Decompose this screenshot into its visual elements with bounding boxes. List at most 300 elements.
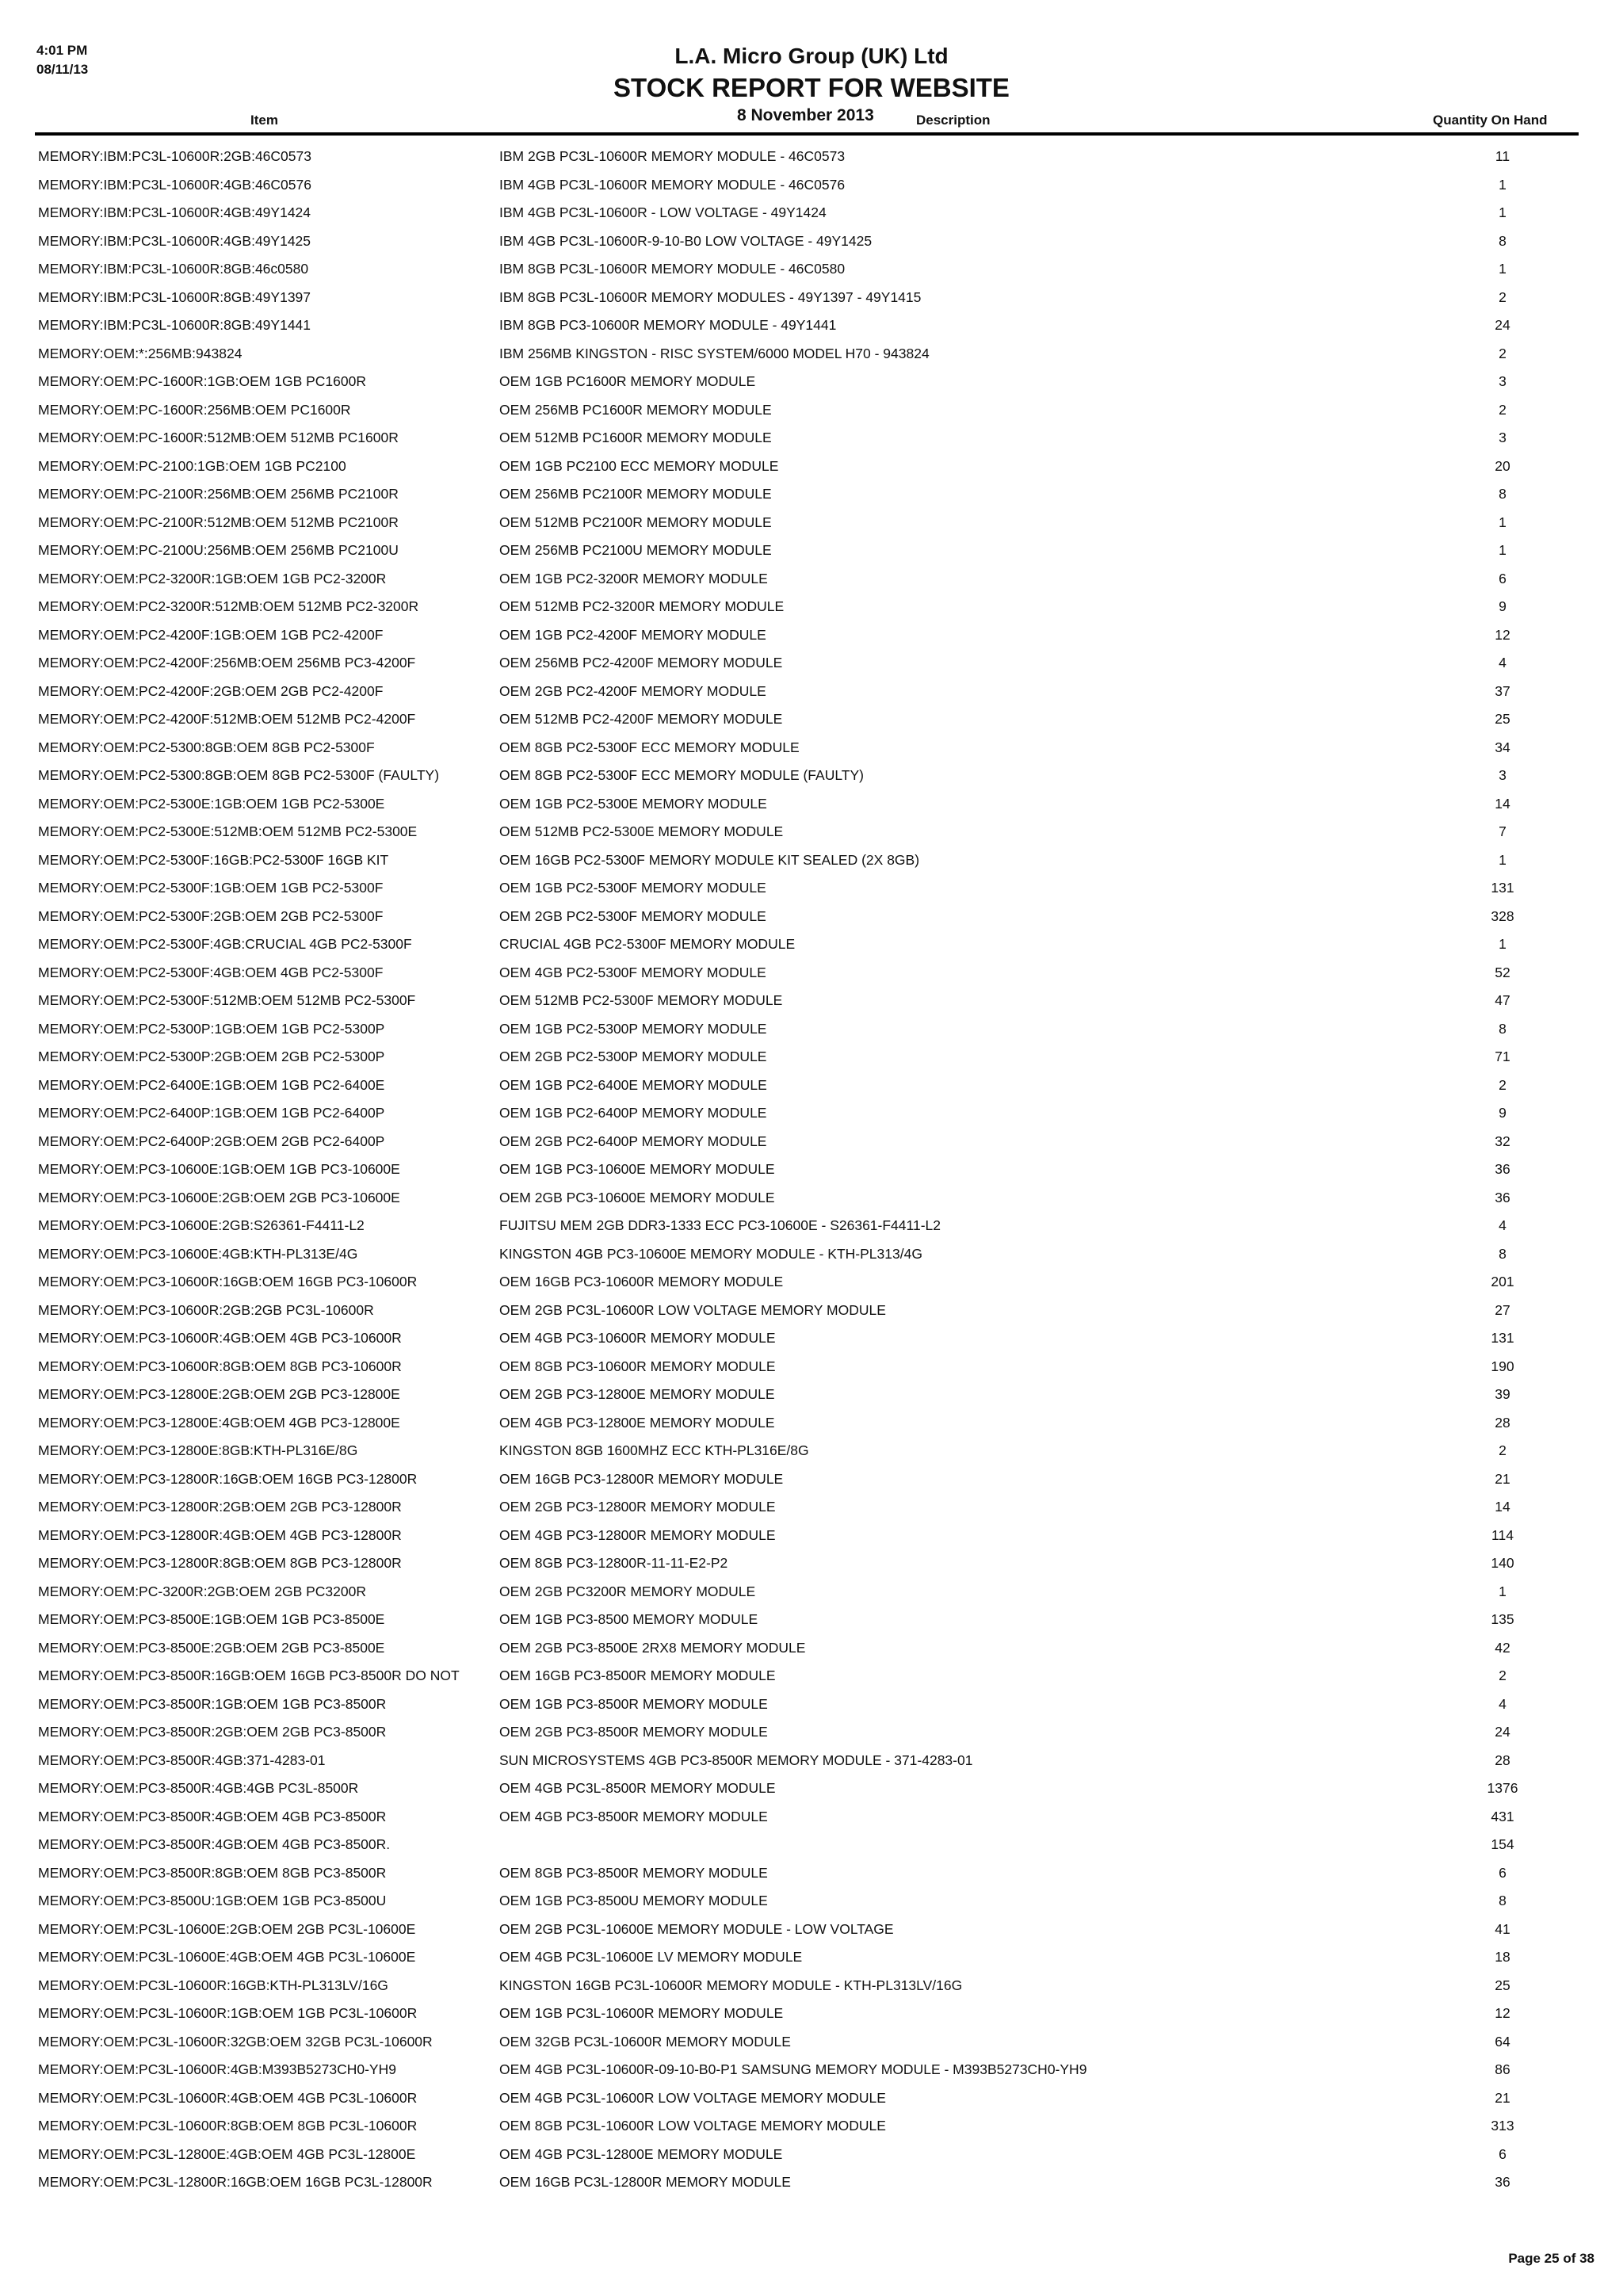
description-cell: OEM 4GB PC3L-10600R LOW VOLTAGE MEMORY MODULE (499, 2089, 886, 2106)
item-code-cell: MEMORY:OEM:PC3L-10600R:1GB:OEM 1GB PC3L-10600R (38, 2005, 418, 2021)
quantity-cell: 2 (1499, 1442, 1507, 1458)
item-code-cell: MEMORY:OEM:PC3L-10600E:2GB:OEM 2GB PC3L-10600E (38, 1920, 416, 1937)
description-cell: OEM 4GB PC3L-12800E MEMORY MODULE (499, 2145, 783, 2162)
quantity-cell: 42 (1495, 1639, 1510, 1656)
table-row (0, 1072, 1623, 1100)
column-header-quantity: Quantity On Hand (1433, 113, 1548, 128)
table-row (0, 396, 1623, 425)
quantity-cell: 328 (1491, 907, 1514, 924)
quantity-cell: 8 (1499, 486, 1507, 502)
table-row (0, 734, 1623, 762)
description-cell: IBM 8GB PC3L-10600R MEMORY MODULES - 49Y1397 - 49Y1415 (499, 288, 922, 305)
report-time: 4:01 PM (36, 43, 88, 58)
item-code-cell: MEMORY:IBM:PC3L-10600R:4GB:49Y1425 (38, 232, 311, 249)
item-code-cell: MEMORY:OEM:PC3-10600E:4GB:KTH-PL313E/4G (38, 1245, 358, 1262)
description-cell: OEM 4GB PC3-8500R MEMORY MODULE (499, 1808, 768, 1824)
description-cell: OEM 1GB PC3-8500 MEMORY MODULE (499, 1611, 758, 1627)
table-row (0, 790, 1623, 819)
table-row (0, 565, 1623, 594)
table-row (0, 284, 1623, 312)
table-row (0, 903, 1623, 931)
table-row (0, 593, 1623, 621)
item-code-cell: MEMORY:OEM:PC2-6400P:2GB:OEM 2GB PC2-6400P (38, 1133, 385, 1149)
description-cell: IBM 4GB PC3L-10600R-9-10-B0 LOW VOLTAGE - 49Y1425 (499, 232, 873, 249)
item-code-cell: MEMORY:OEM:PC3-8500U:1GB:OEM 1GB PC3-8500U (38, 1893, 387, 1908)
description-cell: OEM 2GB PC3L-10600E MEMORY MODULE - LOW VOLTAGE (499, 1920, 894, 1937)
table-row (0, 2000, 1623, 2028)
quantity-cell: 1 (1499, 204, 1507, 220)
item-code-cell: MEMORY:OEM:PC-2100R:512MB:OEM 512MB PC2100R (38, 514, 399, 530)
description-cell: OEM 4GB PC3-10600R MEMORY MODULE (499, 1330, 776, 1346)
quantity-cell: 14 (1495, 795, 1510, 812)
description-cell: OEM 1GB PC2-5300P MEMORY MODULE (499, 1020, 767, 1037)
item-code-cell: MEMORY:OEM:PC-2100R:256MB:OEM 256MB PC2100R (38, 486, 399, 502)
table-row (0, 1381, 1623, 1409)
quantity-cell: 2 (1499, 1076, 1507, 1093)
description-cell: OEM 2GB PC3200R MEMORY MODULE (499, 1583, 756, 1599)
quantity-cell: 36 (1495, 1161, 1510, 1177)
item-code-cell: MEMORY:OEM:PC3-12800R:8GB:OEM 8GB PC3-12800R (38, 1555, 402, 1571)
item-code-cell: MEMORY:IBM:PC3L-10600R:4GB:46C0576 (38, 176, 311, 193)
table-row (0, 1212, 1623, 1240)
description-cell: OEM 256MB PC2100U MEMORY MODULE (499, 542, 772, 558)
quantity-cell: 28 (1495, 1414, 1510, 1431)
item-code-cell: MEMORY:OEM:*:256MB:943824 (38, 345, 242, 361)
table-row (0, 1578, 1623, 1606)
description-cell: OEM 2GB PC3-8500E 2RX8 MEMORY MODULE (499, 1639, 806, 1656)
description-cell: OEM 4GB PC3L-10600E LV MEMORY MODULE (499, 1949, 803, 1965)
item-code-cell: MEMORY:OEM:PC3-12800R:4GB:OEM 4GB PC3-12800R (38, 1526, 402, 1543)
description-cell: OEM 1GB PC2-6400E MEMORY MODULE (499, 1076, 767, 1093)
quantity-cell: 64 (1495, 2033, 1510, 2050)
table-row (0, 930, 1623, 959)
item-code-cell: MEMORY:OEM:PC3-10600E:1GB:OEM 1GB PC3-10600E (38, 1161, 400, 1177)
table-row (0, 1128, 1623, 1156)
description-cell: OEM 4GB PC3-12800R MEMORY MODULE (499, 1526, 776, 1543)
description-cell: OEM 1GB PC2-6400P MEMORY MODULE (499, 1105, 767, 1121)
table-row (0, 1972, 1623, 2000)
table-row (0, 2112, 1623, 2141)
item-code-cell: MEMORY:OEM:PC3L-10600R:8GB:OEM 8GB PC3L-10600R (38, 2118, 418, 2134)
quantity-cell: 36 (1495, 1189, 1510, 1205)
item-code-cell: MEMORY:OEM:PC3L-10600R:4GB:M393B5273CH0-YH9 (38, 2061, 396, 2077)
table-row (0, 1324, 1623, 1353)
description-cell: KINGSTON 8GB 1600MHZ ECC KTH-PL316E/8G (499, 1442, 809, 1458)
item-code-cell: MEMORY:OEM:PC2-5300F:2GB:OEM 2GB PC2-5300F (38, 907, 384, 924)
item-code-cell: MEMORY:OEM:PC3-8500R:16GB:OEM 16GB PC3-8500R DO NOT (38, 1668, 460, 1683)
item-code-cell: MEMORY:IBM:PC3L-10600R:2GB:46C0573 (38, 148, 311, 164)
quantity-cell: 39 (1495, 1386, 1510, 1402)
description-cell: OEM 2GB PC2-5300F MEMORY MODULE (499, 907, 766, 924)
report-date: 8 November 2013 (737, 106, 874, 124)
table-row (0, 1240, 1623, 1269)
description-cell: OEM 16GB PC2-5300F MEMORY MODULE KIT SEALED (2X 8GB) (499, 851, 920, 868)
quantity-cell: 3 (1499, 373, 1507, 389)
table-row (0, 1409, 1623, 1438)
description-cell: IBM 8GB PC3L-10600R MEMORY MODULE - 46C0580 (499, 261, 846, 277)
item-code-cell: MEMORY:IBM:PC3L-10600R:4GB:49Y1424 (38, 204, 311, 220)
quantity-cell: 6 (1499, 570, 1507, 586)
description-cell: IBM 8GB PC3-10600R MEMORY MODULE - 49Y1441 (499, 317, 837, 333)
item-code-cell: MEMORY:OEM:PC3-8500E:1GB:OEM 1GB PC3-8500E (38, 1611, 385, 1627)
item-code-cell: MEMORY:OEM:PC2-5300E:1GB:OEM 1GB PC2-5300E (38, 795, 385, 812)
table-row (0, 959, 1623, 988)
description-cell: OEM 256MB PC1600R MEMORY MODULE (499, 401, 772, 418)
header-divider (35, 132, 1579, 136)
description-cell: OEM 8GB PC3-10600R MEMORY MODULE (499, 1358, 776, 1374)
quantity-cell: 135 (1491, 1611, 1514, 1627)
description-cell: OEM 8GB PC3L-10600R LOW VOLTAGE MEMORY MODULE (499, 2118, 886, 2134)
quantity-cell: 41 (1495, 1920, 1510, 1937)
item-code-cell: MEMORY:OEM:PC3-8500R:4GB:OEM 4GB PC3-8500R. (38, 1836, 391, 1852)
quantity-cell: 1 (1499, 851, 1507, 868)
page-number: Page 25 of 38 (1508, 2251, 1594, 2266)
table-row (0, 255, 1623, 284)
table-row (0, 171, 1623, 200)
table-row (0, 143, 1623, 171)
item-code-cell: MEMORY:IBM:PC3L-10600R:8GB:46c0580 (38, 261, 309, 277)
description-cell: OEM 8GB PC3-12800R-11-11-E2-P2 (499, 1555, 728, 1571)
quantity-cell: 2 (1499, 1668, 1507, 1683)
table-row (0, 1353, 1623, 1381)
item-code-cell: MEMORY:OEM:PC3L-10600R:16GB:KTH-PL313LV/16G (38, 1977, 388, 1993)
description-cell: OEM 1GB PC2-5300F MEMORY MODULE (499, 880, 766, 896)
table-row (0, 1747, 1623, 1775)
quantity-cell: 6 (1499, 2145, 1507, 2162)
quantity-cell: 1376 (1487, 1780, 1518, 1796)
quantity-cell: 18 (1495, 1949, 1510, 1965)
quantity-cell: 131 (1491, 1330, 1514, 1346)
column-header-description: Description (916, 113, 991, 128)
table-row (0, 537, 1623, 565)
table-row (0, 1522, 1623, 1550)
item-code-cell: MEMORY:OEM:PC2-6400P:1GB:OEM 1GB PC2-6400P (38, 1105, 385, 1121)
item-code-cell: MEMORY:OEM:PC-3200R:2GB:OEM 2GB PC3200R (38, 1583, 366, 1599)
quantity-cell: 1 (1499, 261, 1507, 277)
description-cell: OEM 32GB PC3L-10600R MEMORY MODULE (499, 2033, 791, 2050)
description-cell: OEM 1GB PC2-5300E MEMORY MODULE (499, 795, 767, 812)
table-row (0, 227, 1623, 256)
description-cell: SUN MICROSYSTEMS 4GB PC3-8500R MEMORY MODULE - 371-4283-01 (499, 1752, 973, 1768)
item-code-cell: MEMORY:OEM:PC3L-12800E:4GB:OEM 4GB PC3L-12800E (38, 2145, 416, 2162)
item-code-cell: MEMORY:OEM:PC3-8500R:4GB:4GB PC3L-8500R (38, 1780, 359, 1796)
quantity-cell: 1 (1499, 514, 1507, 530)
item-code-cell: MEMORY:OEM:PC-2100U:256MB:OEM 256MB PC2100U (38, 542, 399, 558)
item-code-cell: MEMORY:OEM:PC3-10600R:2GB:2GB PC3L-10600R (38, 1301, 374, 1318)
quantity-cell: 140 (1491, 1555, 1514, 1571)
quantity-cell: 131 (1491, 880, 1514, 896)
description-cell: OEM 1GB PC3-8500R MEMORY MODULE (499, 1695, 768, 1712)
quantity-cell: 24 (1495, 317, 1510, 333)
description-cell: OEM 8GB PC2-5300F ECC MEMORY MODULE (FAULTY) (499, 767, 864, 783)
quantity-cell: 52 (1495, 964, 1510, 980)
quantity-cell: 14 (1495, 1499, 1510, 1515)
item-code-cell: MEMORY:OEM:PC3-8500R:8GB:OEM 8GB PC3-8500R (38, 1864, 387, 1881)
item-code-cell: MEMORY:IBM:PC3L-10600R:8GB:49Y1397 (38, 288, 311, 305)
table-row (0, 1803, 1623, 1832)
item-code-cell: MEMORY:OEM:PC-1600R:512MB:OEM 512MB PC1600R (38, 430, 399, 445)
quantity-cell: 7 (1499, 823, 1507, 839)
description-cell: OEM 2GB PC2-6400P MEMORY MODULE (499, 1133, 767, 1149)
table-row (0, 1493, 1623, 1522)
item-code-cell: MEMORY:OEM:PC3-12800E:2GB:OEM 2GB PC3-12800E (38, 1386, 400, 1402)
description-cell: OEM 512MB PC1600R MEMORY MODULE (499, 430, 772, 445)
item-code-cell: MEMORY:OEM:PC3-8500R:2GB:OEM 2GB PC3-8500R (38, 1724, 387, 1740)
description-cell: OEM 1GB PC3-8500U MEMORY MODULE (499, 1893, 768, 1908)
item-code-cell: MEMORY:OEM:PC3-10600R:16GB:OEM 16GB PC3-10600R (38, 1274, 418, 1289)
table-row (0, 1156, 1623, 1184)
item-code-cell: MEMORY:OEM:PC-2100:1GB:OEM 1GB PC2100 (38, 457, 346, 474)
table-row (0, 678, 1623, 706)
table-row (0, 1606, 1623, 1634)
table-row (0, 1859, 1623, 1888)
quantity-cell: 1 (1499, 936, 1507, 952)
item-code-cell: MEMORY:OEM:PC2-6400E:1GB:OEM 1GB PC2-6400E (38, 1076, 385, 1093)
table-row (0, 2168, 1623, 2197)
description-cell: FUJITSU MEM 2GB DDR3-1333 ECC PC3-10600E - S26361-F4411-L2 (499, 1217, 941, 1233)
quantity-cell: 86 (1495, 2061, 1510, 2077)
item-code-cell: MEMORY:OEM:PC3-12800E:4GB:OEM 4GB PC3-12800E (38, 1414, 400, 1431)
quantity-cell: 154 (1491, 1836, 1514, 1852)
description-cell: OEM 16GB PC3-8500R MEMORY MODULE (499, 1668, 776, 1683)
description-cell: OEM 2GB PC3-8500R MEMORY MODULE (499, 1724, 768, 1740)
company-name: L.A. Micro Group (UK) Ltd (674, 44, 949, 68)
item-code-cell: MEMORY:OEM:PC2-4200F:512MB:OEM 512MB PC2-4200F (38, 711, 416, 727)
report-title: STOCK REPORT FOR WEBSITE (613, 73, 1010, 102)
description-cell: OEM 16GB PC3-10600R MEMORY MODULE (499, 1274, 784, 1289)
table-row (0, 1943, 1623, 1972)
table-row (0, 509, 1623, 537)
description-cell: KINGSTON 16GB PC3L-10600R MEMORY MODULE - KTH-PL313LV/16G (499, 1977, 963, 1993)
quantity-cell: 3 (1499, 767, 1507, 783)
quantity-cell: 313 (1491, 2118, 1514, 2134)
quantity-cell: 25 (1495, 1977, 1510, 1993)
table-row (0, 1634, 1623, 1663)
description-cell: CRUCIAL 4GB PC2-5300F MEMORY MODULE (499, 936, 796, 952)
item-code-cell: MEMORY:OEM:PC2-5300:8GB:OEM 8GB PC2-5300F (38, 739, 375, 755)
item-code-cell: MEMORY:OEM:PC3-8500R:4GB:371-4283-01 (38, 1752, 326, 1768)
item-code-cell: MEMORY:OEM:PC3-10600E:2GB:OEM 2GB PC3-10600E (38, 1189, 400, 1205)
description-cell: OEM 8GB PC2-5300F ECC MEMORY MODULE (499, 739, 800, 755)
description-cell: OEM 8GB PC3-8500R MEMORY MODULE (499, 1864, 768, 1881)
quantity-cell: 21 (1495, 1470, 1510, 1487)
quantity-cell: 431 (1491, 1808, 1514, 1824)
description-cell: OEM 2GB PC3L-10600R LOW VOLTAGE MEMORY MODULE (499, 1301, 886, 1318)
item-code-cell: MEMORY:OEM:PC3-10600R:4GB:OEM 4GB PC3-10600R (38, 1330, 402, 1346)
quantity-cell: 21 (1495, 2089, 1510, 2106)
description-cell: OEM 1GB PC1600R MEMORY MODULE (499, 373, 756, 389)
item-code-cell: MEMORY:OEM:PC-1600R:256MB:OEM PC1600R (38, 401, 351, 418)
table-row (0, 1662, 1623, 1690)
description-cell: OEM 4GB PC3-12800E MEMORY MODULE (499, 1414, 775, 1431)
table-row (0, 1690, 1623, 1719)
description-cell: OEM 2GB PC2-4200F MEMORY MODULE (499, 682, 766, 699)
description-cell: OEM 2GB PC3-12800R MEMORY MODULE (499, 1499, 776, 1515)
quantity-cell: 2 (1499, 288, 1507, 305)
item-code-cell: MEMORY:OEM:PC2-4200F:256MB:OEM 256MB PC3-4200F (38, 655, 416, 670)
quantity-cell: 28 (1495, 1752, 1510, 1768)
table-row (0, 199, 1623, 227)
quantity-cell: 1 (1499, 176, 1507, 193)
quantity-cell: 25 (1495, 711, 1510, 727)
quantity-cell: 12 (1495, 626, 1510, 643)
table-row (0, 705, 1623, 734)
description-cell: KINGSTON 4GB PC3-10600E MEMORY MODULE - KTH-PL313/4G (499, 1245, 922, 1262)
column-header-item: Item (250, 113, 278, 128)
description-cell: OEM 4GB PC3L-10600R-09-10-B0-P1 SAMSUNG MEMORY MODULE - M393B5273CH0-YH9 (499, 2061, 1087, 2077)
quantity-cell: 8 (1499, 1020, 1507, 1037)
quantity-cell: 24 (1495, 1724, 1510, 1740)
quantity-cell: 8 (1499, 232, 1507, 249)
description-cell: OEM 2GB PC2-5300P MEMORY MODULE (499, 1049, 767, 1064)
description-cell: OEM 1GB PC3L-10600R MEMORY MODULE (499, 2005, 784, 2021)
quantity-cell: 36 (1495, 2174, 1510, 2190)
description-cell: IBM 4GB PC3L-10600R - LOW VOLTAGE - 49Y1424 (499, 204, 827, 220)
description-cell: OEM 1GB PC2100 ECC MEMORY MODULE (499, 457, 779, 474)
quantity-cell: 3 (1499, 430, 1507, 445)
table-row (0, 1268, 1623, 1297)
item-code-cell: MEMORY:OEM:PC2-5300F:4GB:CRUCIAL 4GB PC2-5300F (38, 936, 412, 952)
table-row (0, 1465, 1623, 1494)
item-code-cell: MEMORY:OEM:PC3L-10600R:4GB:OEM 4GB PC3L-10600R (38, 2089, 418, 2106)
description-cell: OEM 512MB PC2-3200R MEMORY MODULE (499, 598, 785, 614)
table-row (0, 2028, 1623, 2057)
quantity-cell: 2 (1499, 345, 1507, 361)
table-row (0, 874, 1623, 903)
quantity-cell: 6 (1499, 1864, 1507, 1881)
quantity-cell: 4 (1499, 655, 1507, 670)
quantity-cell: 4 (1499, 1217, 1507, 1233)
description-cell: IBM 2GB PC3L-10600R MEMORY MODULE - 46C0573 (499, 148, 846, 164)
table-row (0, 762, 1623, 790)
quantity-cell: 1 (1499, 542, 1507, 558)
table-row (0, 621, 1623, 650)
table-row (0, 987, 1623, 1015)
table-row (0, 1297, 1623, 1325)
quantity-cell: 9 (1499, 598, 1507, 614)
description-cell: OEM 16GB PC3L-12800R MEMORY MODULE (499, 2174, 791, 2190)
item-code-cell: MEMORY:OEM:PC2-5300:8GB:OEM 8GB PC2-5300F (FAULTY) (38, 767, 440, 783)
table-row (0, 1831, 1623, 1859)
description-cell: OEM 1GB PC2-4200F MEMORY MODULE (499, 626, 766, 643)
quantity-cell: 12 (1495, 2005, 1510, 2021)
quantity-cell: 71 (1495, 1049, 1510, 1064)
item-code-cell: MEMORY:OEM:PC3-10600E:2GB:S26361-F4411-L2 (38, 1217, 365, 1233)
item-code-cell: MEMORY:OEM:PC2-3200R:1GB:OEM 1GB PC2-3200R (38, 570, 387, 586)
quantity-cell: 27 (1495, 1301, 1510, 1318)
item-code-cell: MEMORY:OEM:PC3-8500R:1GB:OEM 1GB PC3-8500R (38, 1695, 387, 1712)
table-row (0, 453, 1623, 481)
table-row (0, 2056, 1623, 2084)
item-code-cell: MEMORY:OEM:PC3-8500R:4GB:OEM 4GB PC3-8500R (38, 1808, 387, 1824)
item-code-cell: MEMORY:OEM:PC2-4200F:2GB:OEM 2GB PC2-4200F (38, 682, 384, 699)
table-row (0, 2141, 1623, 2169)
report-run-date: 08/11/13 (36, 62, 89, 77)
description-cell: OEM 2GB PC3-12800E MEMORY MODULE (499, 1386, 775, 1402)
quantity-cell: 201 (1491, 1274, 1514, 1289)
table-row (0, 818, 1623, 846)
item-code-cell: MEMORY:OEM:PC2-5300F:4GB:OEM 4GB PC2-5300F (38, 964, 384, 980)
quantity-cell: 8 (1499, 1245, 1507, 1262)
description-cell: OEM 512MB PC2-5300F MEMORY MODULE (499, 992, 783, 1008)
description-cell: OEM 4GB PC2-5300F MEMORY MODULE (499, 964, 766, 980)
quantity-cell: 8 (1499, 1893, 1507, 1908)
table-row (0, 480, 1623, 509)
item-code-cell: MEMORY:OEM:PC2-5300F:512MB:OEM 512MB PC2-5300F (38, 992, 416, 1008)
item-code-cell: MEMORY:OEM:PC2-4200F:1GB:OEM 1GB PC2-4200F (38, 626, 384, 643)
quantity-cell: 4 (1499, 1695, 1507, 1712)
quantity-cell: 190 (1491, 1358, 1514, 1374)
quantity-cell: 32 (1495, 1133, 1510, 1149)
table-row (0, 1775, 1623, 1803)
item-code-cell: MEMORY:OEM:PC3-12800R:2GB:OEM 2GB PC3-12800R (38, 1499, 402, 1515)
item-code-cell: MEMORY:OEM:PC2-5300P:1GB:OEM 1GB PC2-5300P (38, 1020, 385, 1037)
table-row (0, 1099, 1623, 1128)
item-code-cell: MEMORY:OEM:PC2-5300P:2GB:OEM 2GB PC2-5300P (38, 1049, 385, 1064)
quantity-cell: 47 (1495, 992, 1510, 1008)
quantity-cell: 2 (1499, 401, 1507, 418)
table-row (0, 1437, 1623, 1465)
table-row (0, 649, 1623, 678)
description-cell: IBM 4GB PC3L-10600R MEMORY MODULE - 46C0576 (499, 176, 846, 193)
item-code-cell: MEMORY:OEM:PC2-5300F:1GB:OEM 1GB PC2-5300F (38, 880, 384, 896)
table-row (0, 1549, 1623, 1578)
table-row (0, 311, 1623, 340)
item-code-cell: MEMORY:IBM:PC3L-10600R:8GB:49Y1441 (38, 317, 311, 333)
description-cell: OEM 512MB PC2-5300E MEMORY MODULE (499, 823, 784, 839)
table-row (0, 368, 1623, 396)
item-code-cell: MEMORY:OEM:PC3-12800E:8GB:KTH-PL316E/8G (38, 1442, 358, 1458)
item-code-cell: MEMORY:OEM:PC3L-12800R:16GB:OEM 16GB PC3L-12800R (38, 2174, 433, 2190)
table-row (0, 1887, 1623, 1916)
description-cell: OEM 1GB PC3-10600E MEMORY MODULE (499, 1161, 775, 1177)
quantity-cell: 37 (1495, 682, 1510, 699)
table-row (0, 424, 1623, 453)
description-cell: OEM 256MB PC2-4200F MEMORY MODULE (499, 655, 783, 670)
description-cell: OEM 256MB PC2100R MEMORY MODULE (499, 486, 772, 502)
quantity-cell: 20 (1495, 457, 1510, 474)
description-cell: OEM 512MB PC2-4200F MEMORY MODULE (499, 711, 783, 727)
item-code-cell: MEMORY:OEM:PC3L-10600R:32GB:OEM 32GB PC3L-10600R (38, 2033, 433, 2050)
table-row (0, 340, 1623, 369)
description-cell: OEM 4GB PC3L-8500R MEMORY MODULE (499, 1780, 776, 1796)
item-code-cell: MEMORY:OEM:PC3-8500E:2GB:OEM 2GB PC3-8500E (38, 1639, 385, 1656)
quantity-cell: 34 (1495, 739, 1510, 755)
description-cell: OEM 16GB PC3-12800R MEMORY MODULE (499, 1470, 784, 1487)
table-row (0, 1184, 1623, 1213)
stock-table-body (0, 143, 1623, 2197)
item-code-cell: MEMORY:OEM:PC3L-10600E:4GB:OEM 4GB PC3L-10600E (38, 1949, 416, 1965)
quantity-cell: 1 (1499, 1583, 1507, 1599)
table-row (0, 846, 1623, 875)
item-code-cell: MEMORY:OEM:PC2-5300E:512MB:OEM 512MB PC2-5300E (38, 823, 418, 839)
item-code-cell: MEMORY:OEM:PC-1600R:1GB:OEM 1GB PC1600R (38, 373, 366, 389)
table-row (0, 1015, 1623, 1044)
item-code-cell: MEMORY:OEM:PC3-10600R:8GB:OEM 8GB PC3-10600R (38, 1358, 402, 1374)
item-code-cell: MEMORY:OEM:PC2-3200R:512MB:OEM 512MB PC2-3200R (38, 598, 419, 614)
item-code-cell: MEMORY:OEM:PC3-12800R:16GB:OEM 16GB PC3-12800R (38, 1470, 418, 1487)
description-cell: OEM 2GB PC3-10600E MEMORY MODULE (499, 1189, 775, 1205)
item-code-cell: MEMORY:OEM:PC2-5300F:16GB:PC2-5300F 16GB KIT (38, 851, 389, 868)
quantity-cell: 9 (1499, 1105, 1507, 1121)
table-row (0, 1916, 1623, 1944)
quantity-cell: 11 (1495, 148, 1510, 164)
table-row (0, 1718, 1623, 1747)
description-cell: IBM 256MB KINGSTON - RISC SYSTEM/6000 MODEL H70 - 943824 (499, 345, 930, 361)
description-cell: OEM 512MB PC2100R MEMORY MODULE (499, 514, 772, 530)
table-row (0, 2084, 1623, 2113)
table-row (0, 1043, 1623, 1072)
